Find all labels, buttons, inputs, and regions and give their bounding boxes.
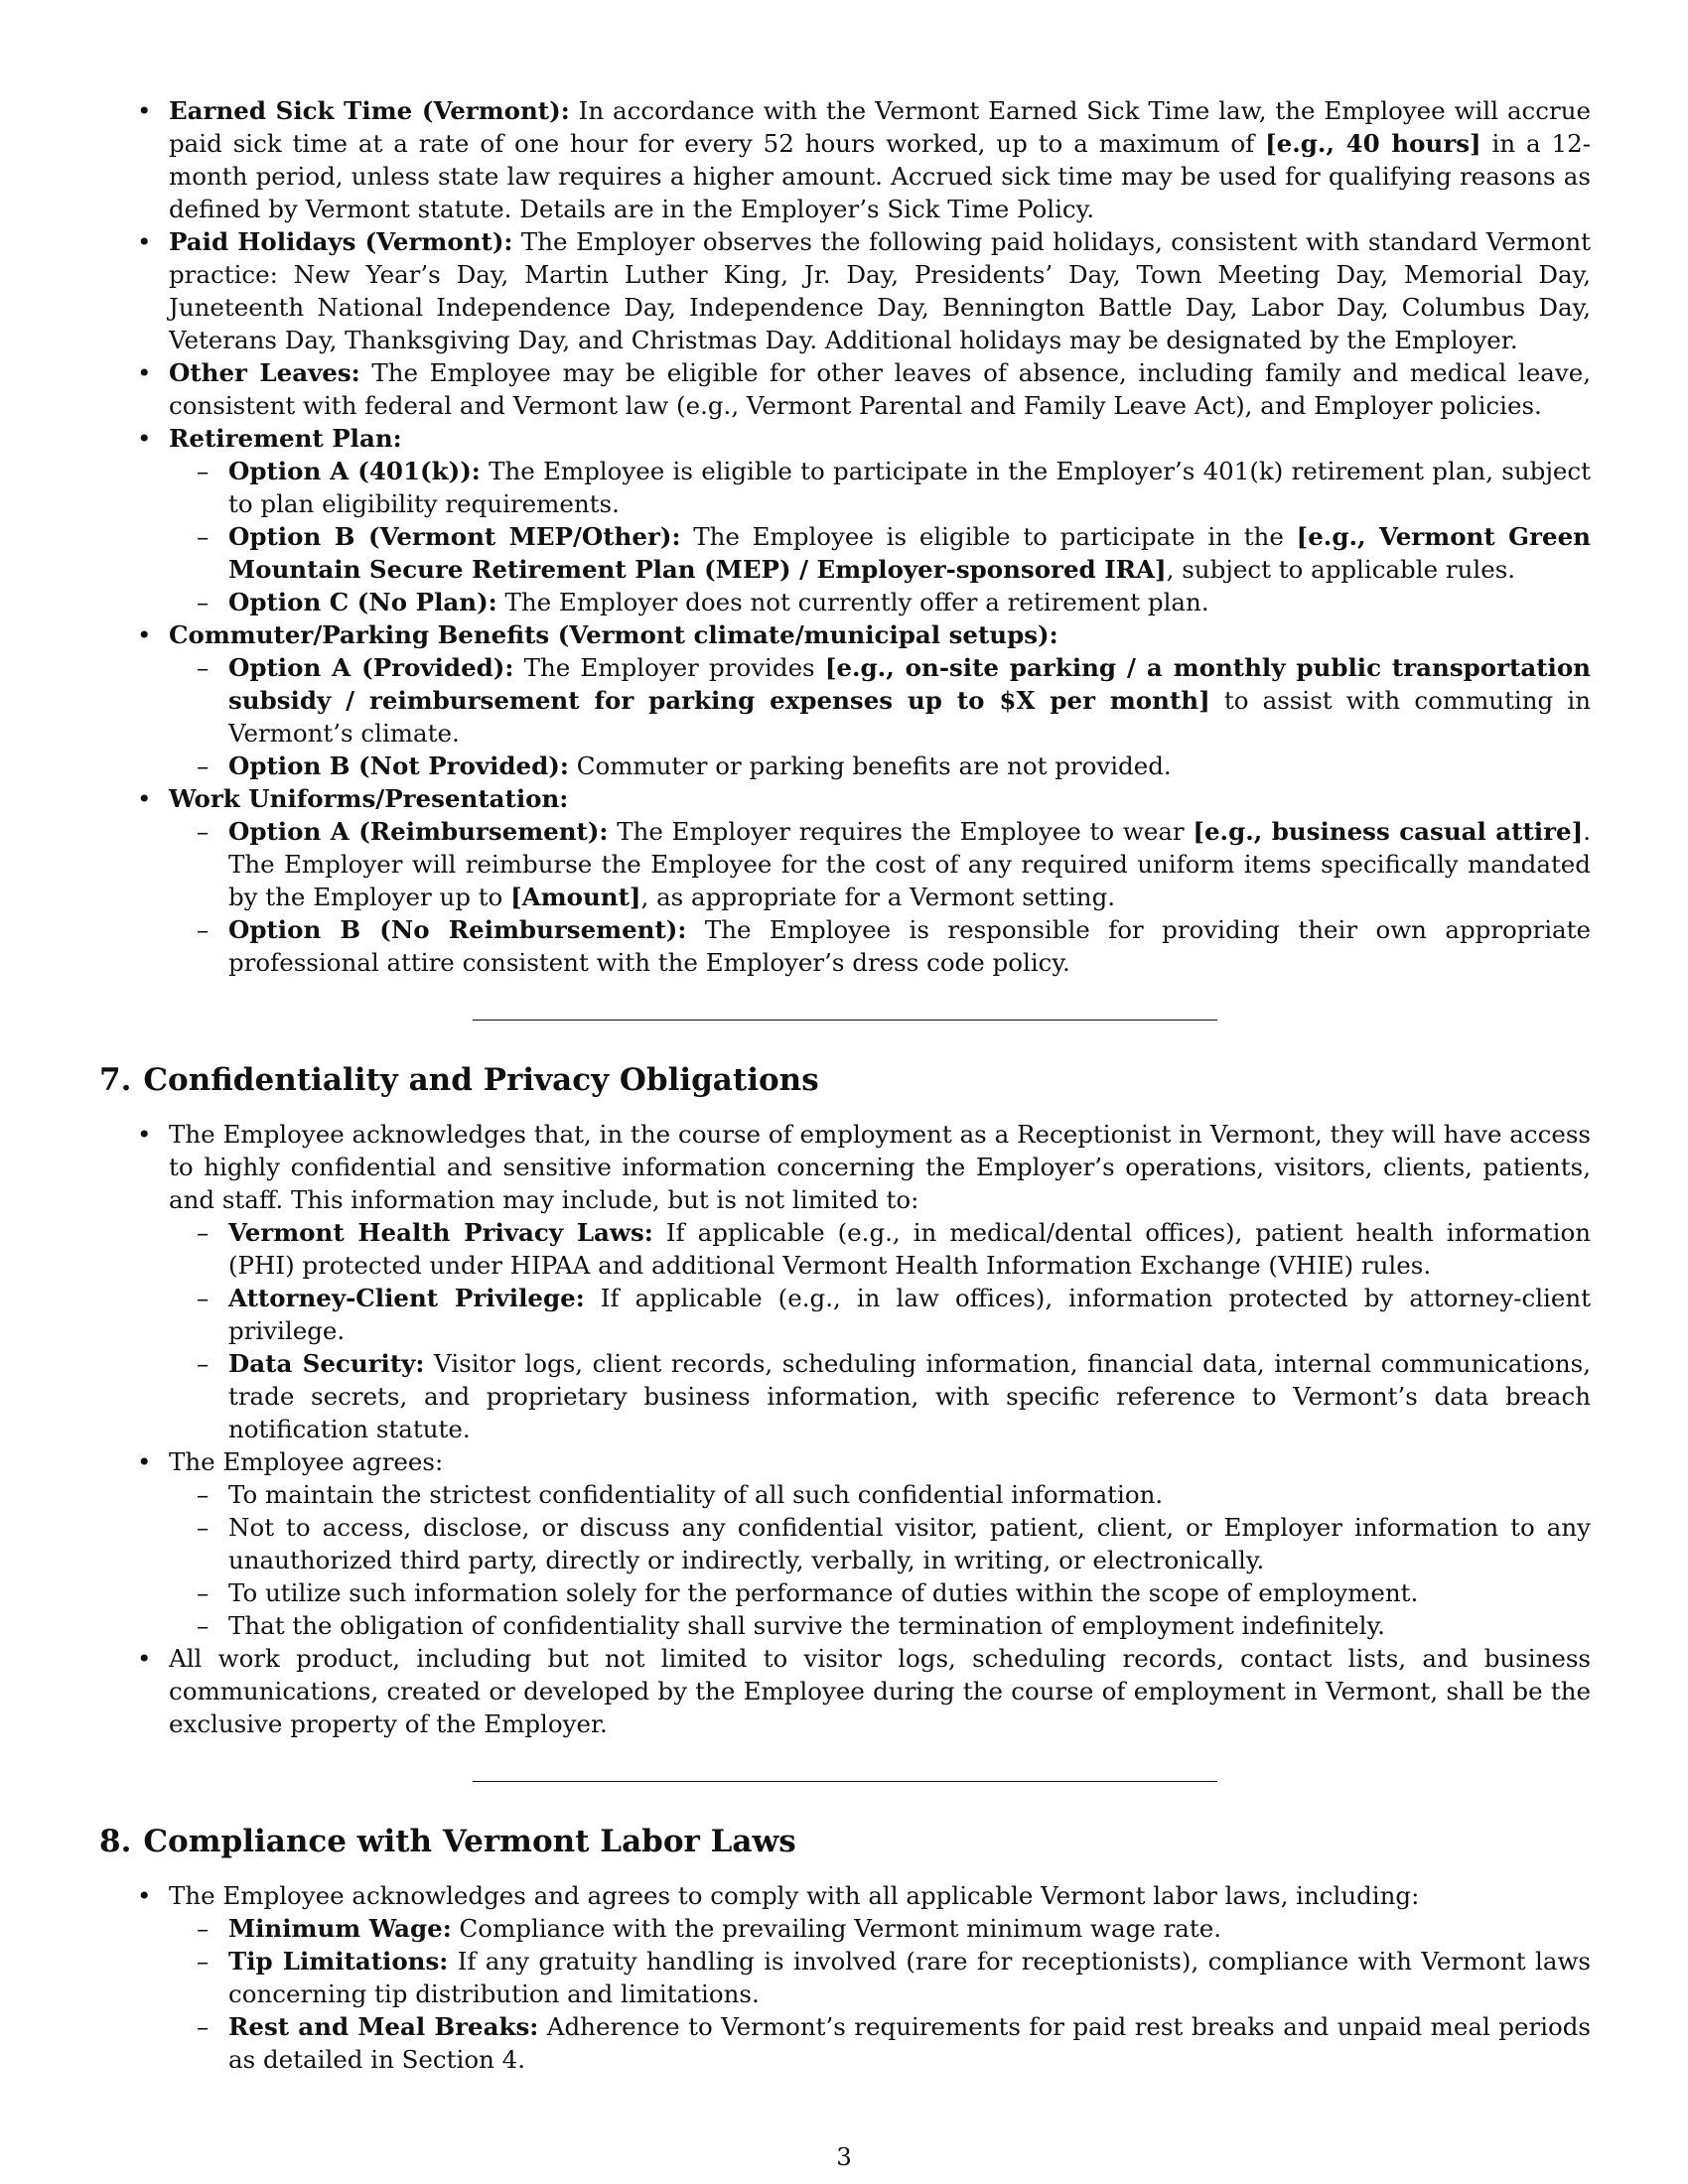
confidential-info-types bbox=[169, 1216, 1591, 1445]
list-item: – To utilize such information solely for the performance of duties within the scope of employment. bbox=[169, 1576, 1591, 1609]
page-number: 3 bbox=[836, 2142, 852, 2171]
list-item: • The Employee agrees: – To maintain the strictest confidentiality of all such confidential information. – Not to access, disclose, or discuss any confidential visitor, patient, client, or Employer information to any unauthorized third party, directly or indirectly, verbally, in writing, or electronically. – To utilize such information solely for the performance of duties within the scope of employment. – That the obligation of confidentiality shall survive the termination of employment indefinitely. bbox=[99, 1445, 1591, 1642]
section-heading: 8. Compliance with Vermont Labor Laws bbox=[99, 1824, 796, 1859]
list-item: – Option B (No Reimbursement): The Employee is responsible for providing their own appropriate professional attire consistent with the Employer’s dress code policy. bbox=[169, 913, 1591, 979]
list-item: • Retirement Plan: – Option A (401(k)): The Employee is eligible to participate in the Employer’s 401(k) retirement plan, subject to plan eligibility requirements. – Option B (Vermont MEP/Other): The Employee is eligible to participate in the [e.g., Vermont Green Mountain Secure Retirement Plan (MEP) / Employer-sponsored IRA], subject to applicable rules. – Option C (No Plan): The Employer does not currently offer a retirement plan. bbox=[99, 422, 1591, 618]
section-divider bbox=[473, 1781, 1217, 1782]
list-item: – Rest and Meal Breaks: Adherence to Vermont’s requirements for paid rest breaks and unpaid meal periods as detailed in Section 4. bbox=[169, 2010, 1591, 2076]
commuter-options bbox=[169, 651, 1591, 782]
list-item: • Commuter/Parking Benefits (Vermont climate/municipal setups): – Option A (Provided): The Employer provides [e.g., on-site parking / a monthly public transportation subsidy / reimbursement for parking expenses up to $X per month] to assist with commuting in Vermont’s climate. – Option B (Not Provided): Commuter or parking benefits are not provided. bbox=[99, 618, 1591, 782]
list-item: • Work Uniforms/Presentation: – Option A (Reimbursement): The Employer requires the Employee to wear [e.g., business casual attire]. The Employer will reimburse the Employee for the cost of any required uniform items specifically mandated by the Employer up to [Amount], as appropriate for a Vermont setting. – Option B (No Reimbursement): The Employee is responsible for providing their own appropriate professional attire consistent with the Employer’s dress code policy. bbox=[99, 782, 1591, 979]
list-item: – Data Security: Visitor logs, client records, scheduling information, financial data, internal communications, trade secrets, and proprietary business information, with specific reference to Vermont’s data breach notification statute. bbox=[169, 1347, 1591, 1445]
confidentiality-list bbox=[99, 1118, 1591, 1740]
list-item: – Option A (Reimbursement): The Employer requires the Employee to wear [e.g., business casual attire]. The Employer will reimburse the Employee for the cost of any required uniform items specifically mandated by the Employer up to [Amount], as appropriate for a Vermont setting. bbox=[169, 815, 1591, 913]
list-item: – That the obligation of confidentiality shall survive the termination of employment indefinitely. bbox=[169, 1609, 1591, 1642]
list-item: • The Employee acknowledges that, in the course of employment as a Receptionist in Vermont, they will have access to highly confidential and sensitive information concerning the Employer’s operations, visitors, clients, patients, and staff. This information may include, but is not limited to: – Vermont Health Privacy Laws: If applicable (e.g., in medical/dental offices), patient health information (PHI) protected under HIPAA and additional Vermont Health Information Exchange (VHIE) rules. – Attorney-Client Privilege: If applicable (e.g., in law offices), information protected by attorney-client privilege. – Data Security: Visitor logs, client records, scheduling information, financial data, internal communications, trade secrets, and proprietary business information, with specific reference to Vermont’s data breach notification statute. bbox=[99, 1118, 1591, 1445]
list-item: – Vermont Health Privacy Laws: If applicable (e.g., in medical/dental offices), patient health information (PHI) protected under HIPAA and additional Vermont Health Information Exchange (VHIE) rules. bbox=[169, 1216, 1591, 1282]
agreement-items bbox=[169, 1478, 1591, 1642]
labor-law-items bbox=[169, 1912, 1591, 2076]
list-item: • Other Leaves: The Employee may be eligible for other leaves of absence, including family and medical leave, consistent with federal and Vermont law (e.g., Vermont Parental and Family Leave Act), and Employer policies. bbox=[99, 356, 1591, 422]
list-item: – Attorney-Client Privilege: If applicable (e.g., in law offices), information protected by attorney-client privilege. bbox=[169, 1282, 1591, 1347]
list-item: – Option A (Provided): The Employer provides [e.g., on-site parking / a monthly public transportation subsidy / reimbursement for parking expenses up to $X per month] to assist with commuting in Vermont’s climate. bbox=[169, 651, 1591, 750]
list-item: – Option B (Vermont MEP/Other): The Employee is eligible to participate in the [e.g., Vermont Green Mountain Secure Retirement Plan (MEP) / Employer-sponsored IRA], subject to applicable rules. bbox=[169, 520, 1591, 586]
uniform-options bbox=[169, 815, 1591, 979]
list-item: – To maintain the strictest confidentiality of all such confidential information. bbox=[169, 1478, 1591, 1511]
list-item: • All work product, including but not limited to visitor logs, scheduling records, contact lists, and business communications, created or developed by the Employee during the course of employment in Vermont, shall be the exclusive property of the Employer. bbox=[99, 1642, 1591, 1740]
section-divider bbox=[473, 1020, 1217, 1021]
list-item: – Option B (Not Provided): Commuter or parking benefits are not provided. bbox=[169, 750, 1591, 782]
list-item: – Option A (401(k)): The Employee is eligible to participate in the Employer’s 401(k) retirement plan, subject to plan eligibility requirements. bbox=[169, 455, 1591, 520]
retirement-options bbox=[169, 455, 1591, 618]
benefits-list bbox=[99, 94, 1591, 979]
list-item: – Tip Limitations: If any gratuity handling is involved (rare for receptionists), compliance with Vermont laws concerning tip distribution and limitations. bbox=[169, 1945, 1591, 2010]
section-heading: 7. Confidentiality and Privacy Obligations bbox=[99, 1062, 819, 1098]
labor-law-list bbox=[99, 1879, 1591, 2076]
list-item: – Not to access, disclose, or discuss any confidential visitor, patient, client, or Employer information to any unauthorized third party, directly or indirectly, verbally, in writing, or electronically. bbox=[169, 1511, 1591, 1576]
list-item: – Minimum Wage: Compliance with the prevailing Vermont minimum wage rate. bbox=[169, 1912, 1591, 1945]
list-item: • Paid Holidays (Vermont): The Employer observes the following paid holidays, consistent with standard Vermont practice: New Year’s Day, Martin Luther King, Jr. Day, Presidents’ Day, Town Meeting Day, Memorial Day, Juneteenth National Independence Day, Independence Day, Bennington Battle Day, Labor Day, Columbus Day, Veterans Day, Thanksgiving Day, and Christmas Day. Additional holidays may be designated by the Employer. bbox=[99, 225, 1591, 356]
list-item: • The Employee acknowledges and agrees to comply with all applicable Vermont labor laws, including: – Minimum Wage: Compliance with the prevailing Vermont minimum wage rate. – Tip Limitations: If any gratuity handling is involved (rare for receptionists), compliance with Vermont laws concerning tip distribution and limitations. – Rest and Meal Breaks: Adherence to Vermont’s requirements for paid rest breaks and unpaid meal periods as detailed in Section 4. bbox=[99, 1879, 1591, 2076]
list-item: – Option C (No Plan): The Employer does not currently offer a retirement plan. bbox=[169, 586, 1591, 618]
list-item: • Earned Sick Time (Vermont): In accordance with the Vermont Earned Sick Time law, the Employee will accrue paid sick time at a rate of one hour for every 52 hours worked, up to a maximum of [e.g., 40 hours] in a 12-month period, unless state law requires a higher amount. Accrued sick time may be used for qualifying reasons as defined by Vermont statute. Details are in the Employer’s Sick Time Policy. bbox=[99, 94, 1591, 225]
document-page bbox=[99, 94, 1591, 2076]
